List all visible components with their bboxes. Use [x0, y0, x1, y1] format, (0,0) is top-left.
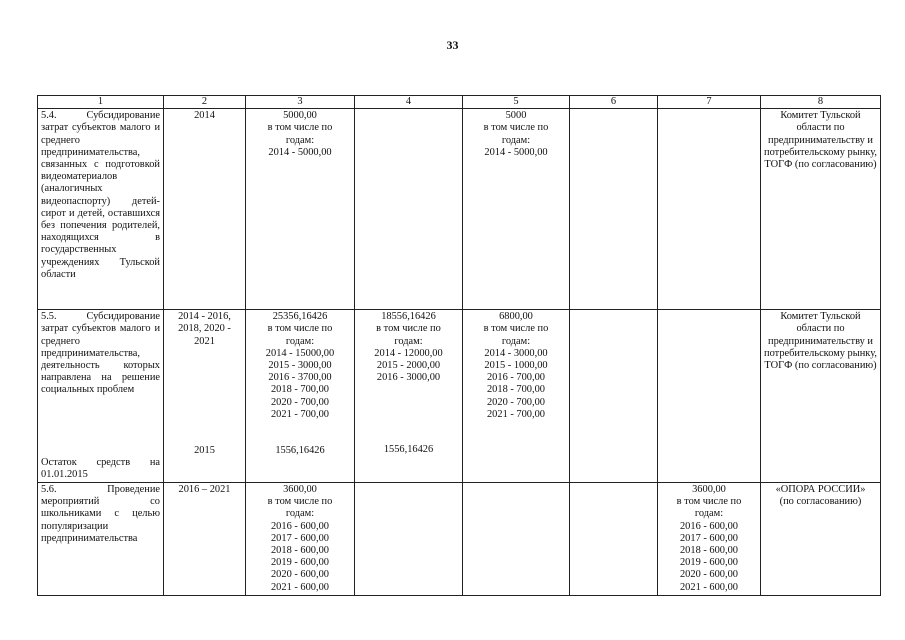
table-row [38, 483, 881, 596]
cell-spacer [249, 421, 351, 445]
extra-cell [658, 310, 761, 483]
local-cell [570, 483, 658, 596]
measure-name-cell [38, 310, 164, 483]
years-cell: 2014 [164, 109, 246, 310]
column-header: 1 [38, 96, 164, 109]
federal-cell [355, 109, 463, 310]
program-table [37, 95, 881, 596]
remainder-label: Остаток средств на 01.01.2015 [41, 456, 160, 480]
federal-text: 18556,16426 в том числе по годам: 2014 - 12000,00 2015 - 2000,00 2016 - 3000,00 [374, 311, 443, 384]
years-cell: 2016 – 2021 [164, 483, 246, 596]
column-header: 8 [761, 96, 881, 109]
executor-cell: «ОПОРА РОССИИ» (по согласованию) [761, 483, 881, 596]
column-header: 2 [164, 96, 246, 109]
remainder-total: 1556,16426 [275, 445, 325, 457]
column-header: 6 [570, 96, 658, 109]
executor-cell: Комитет Тульской области по предпринимательству и потребительскому рынку, ТОГФ (по согласованию) [761, 310, 881, 483]
measure-name-text: 5.5. Субсидирование затрат субъектов малого и среднего предпринимательства, деятельность которых направлена на решение социальных проблем [41, 311, 160, 396]
total-cell: 3600,00 в том числе по годам: 2016 - 600,00 2017 - 600,00 2018 - 600,00 2019 - 600,00 2020 - 600,00 2021 - 600,00 [246, 483, 355, 596]
header-row [38, 96, 881, 109]
total-cell [246, 310, 355, 483]
column-header: 5 [463, 96, 570, 109]
column-header: 3 [246, 96, 355, 109]
table-row [38, 109, 881, 310]
regional-cell: 5000 в том числе по годам: 2014 - 5000,00 [463, 109, 570, 310]
cell-spacer [167, 348, 242, 445]
measure-name-cell: 5.6. Проведение мероприятий со школьниками с целью популяризации предпринимательства [38, 483, 164, 596]
remainder-year: 2015 [194, 444, 215, 456]
table-row [38, 310, 881, 483]
page-number: 33 [446, 38, 459, 52]
total-text: 25356,16426 в том числе по годам: 2014 - 15000,00 2015 - 3000,00 2016 - 3700,00 2018 - 700,00 2020 - 700,00 2021 - 700,00 [265, 311, 335, 420]
cell-spacer [41, 397, 160, 457]
regional-cell [463, 483, 570, 596]
column-header: 7 [658, 96, 761, 109]
local-cell [570, 109, 658, 310]
measure-name-cell: 5.4. Субсидирование затрат субъектов малого и среднего предпринимательства, связанных с подготовкой видеоматериалов (аналогичных видеопаспорту) детей-сирот и детей, оставшихся без попечения родителей, находящихся в государственных учреждениях Тульской области [38, 109, 164, 310]
years-text: 2014 - 2016, 2018, 2020 - 2021 [178, 311, 231, 347]
local-cell [570, 310, 658, 483]
executor-cell: Комитет Тульской области по предпринимательству и потребительскому рынку, ТОГФ (по согласованию) [761, 109, 881, 310]
remainder-federal: 1556,16426 [383, 444, 434, 456]
extra-cell: 3600,00 в том числе по годам: 2016 - 600,00 2017 - 600,00 2018 - 600,00 2019 - 600,00 2020 - 600,00 2021 - 600,00 [658, 483, 761, 596]
column-header: 4 [355, 96, 463, 109]
regional-cell: 6800,00 в том числе по годам: 2014 - 3000,00 2015 - 1000,00 2016 - 700,00 2018 - 700,00 2020 - 700,00 2021 - 700,00 [463, 310, 570, 483]
federal-cell [355, 483, 463, 596]
cell-spacer [358, 384, 459, 444]
extra-cell [658, 109, 761, 310]
total-cell: 5000,00 в том числе по годам: 2014 - 5000,00 [246, 109, 355, 310]
years-cell [164, 310, 246, 483]
federal-cell [355, 310, 463, 483]
